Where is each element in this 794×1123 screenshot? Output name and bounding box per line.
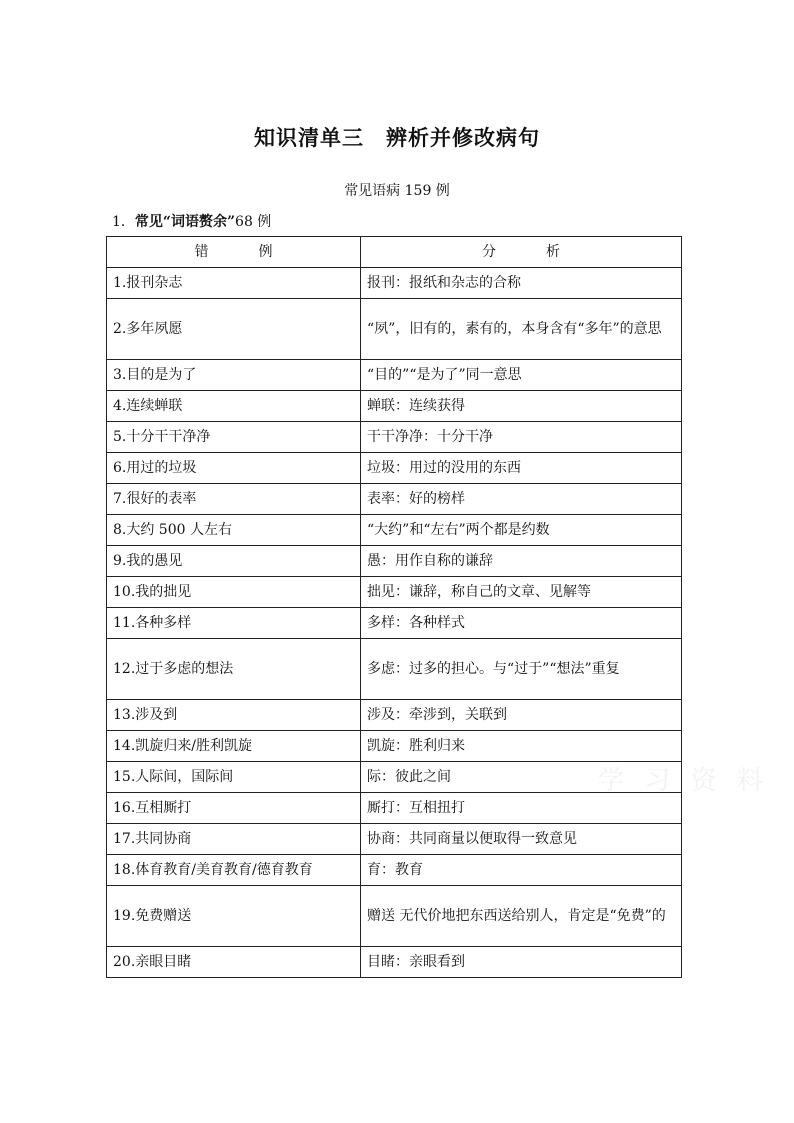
error-example-cell: 13.涉及到 xyxy=(107,700,361,731)
section-heading xyxy=(112,211,271,231)
error-example-cell: 18.体育教育/美育教育/德育教育 xyxy=(107,855,361,886)
section-count: 68 例 xyxy=(235,214,272,230)
error-example-cell: 6.用过的垃圾 xyxy=(107,453,361,484)
table-row xyxy=(107,824,682,855)
analysis-cell: 多虑：过多的担心。与“过于”“想法”重复 xyxy=(361,639,682,700)
analysis-cell: 育：教育 xyxy=(361,855,682,886)
error-example-cell: 15.人际间，国际间 xyxy=(107,762,361,793)
analysis-cell: 报刊：报纸和杂志的合称 xyxy=(361,268,682,299)
analysis-cell: “目的”“是为了”同一意思 xyxy=(361,360,682,391)
header-error: 错 例 xyxy=(107,237,361,268)
error-example-cell: 7.很好的表率 xyxy=(107,484,361,515)
table-row xyxy=(107,731,682,762)
error-example-cell: 4.连续蝉联 xyxy=(107,391,361,422)
table-row xyxy=(107,299,682,360)
analysis-cell: 赠送 无代价地把东西送给别人，肯定是“免费”的 xyxy=(361,886,682,947)
table-row xyxy=(107,453,682,484)
error-example-cell: 2.多年夙愿 xyxy=(107,299,361,360)
table-row xyxy=(107,947,682,978)
analysis-cell: “大约”和“左右”两个都是约数 xyxy=(361,515,682,546)
table-row xyxy=(107,360,682,391)
analysis-cell: 厮打：互相扭打 xyxy=(361,793,682,824)
table-row xyxy=(107,577,682,608)
analysis-cell: 愚：用作自称的谦辞 xyxy=(361,546,682,577)
analysis-cell: 垃圾：用过的没用的东西 xyxy=(361,453,682,484)
table-row xyxy=(107,546,682,577)
error-example-cell: 10.我的拙见 xyxy=(107,577,361,608)
error-example-cell: 3.目的是为了 xyxy=(107,360,361,391)
error-example-cell: 20.亲眼目睹 xyxy=(107,947,361,978)
analysis-cell: 拙见：谦辞，称自己的文章、见解等 xyxy=(361,577,682,608)
error-example-cell: 1.报刊杂志 xyxy=(107,268,361,299)
error-example-cell: 16.互相厮打 xyxy=(107,793,361,824)
table-row xyxy=(107,700,682,731)
error-example-cell: 9.我的愚见 xyxy=(107,546,361,577)
error-example-cell: 5.十分干干净净 xyxy=(107,422,361,453)
analysis-cell: “夙”，旧有的，素有的，本身含有“多年”的意思 xyxy=(361,299,682,360)
header-analysis: 分 析 xyxy=(361,237,682,268)
watermark: 学 习 资 料 xyxy=(598,766,769,796)
table-row xyxy=(107,608,682,639)
error-example-cell: 12.过于多虑的想法 xyxy=(107,639,361,700)
table-row xyxy=(107,268,682,299)
table-header-row xyxy=(107,237,682,268)
table-row xyxy=(107,515,682,546)
page-title: 知识清单三 辨析并修改病句 xyxy=(254,125,540,150)
section-number: 1． xyxy=(112,214,135,230)
error-example-cell: 17.共同协商 xyxy=(107,824,361,855)
analysis-cell: 多样：各种样式 xyxy=(361,608,682,639)
table-row xyxy=(107,855,682,886)
table-row xyxy=(107,484,682,515)
analysis-cell: 际：彼此之间 xyxy=(361,762,682,793)
analysis-cell: 凯旋：胜利归来 xyxy=(361,731,682,762)
error-example-cell: 14.凯旋归来/胜利凯旋 xyxy=(107,731,361,762)
table-row xyxy=(107,639,682,700)
table-row xyxy=(107,422,682,453)
error-example-cell: 8.大约 500 人左右 xyxy=(107,515,361,546)
error-table xyxy=(106,236,682,978)
error-example-cell: 19.免费赠送 xyxy=(107,886,361,947)
section-title: 常见“词语赘余” xyxy=(134,214,236,230)
analysis-cell: 干干净净：十分干净 xyxy=(361,422,682,453)
error-example-cell: 11.各种多样 xyxy=(107,608,361,639)
analysis-cell: 目睹：亲眼看到 xyxy=(361,947,682,978)
table-body xyxy=(107,268,682,978)
table-row xyxy=(107,886,682,947)
analysis-cell: 协商：共同商量以便取得一致意见 xyxy=(361,824,682,855)
table-row xyxy=(107,793,682,824)
table-row xyxy=(107,762,682,793)
analysis-cell: 蝉联：连续获得 xyxy=(361,391,682,422)
analysis-cell: 涉及：牵涉到，关联到 xyxy=(361,700,682,731)
page-subtitle: 常见语病 159 例 xyxy=(344,183,450,199)
analysis-cell: 表率：好的榜样 xyxy=(361,484,682,515)
table-row xyxy=(107,391,682,422)
